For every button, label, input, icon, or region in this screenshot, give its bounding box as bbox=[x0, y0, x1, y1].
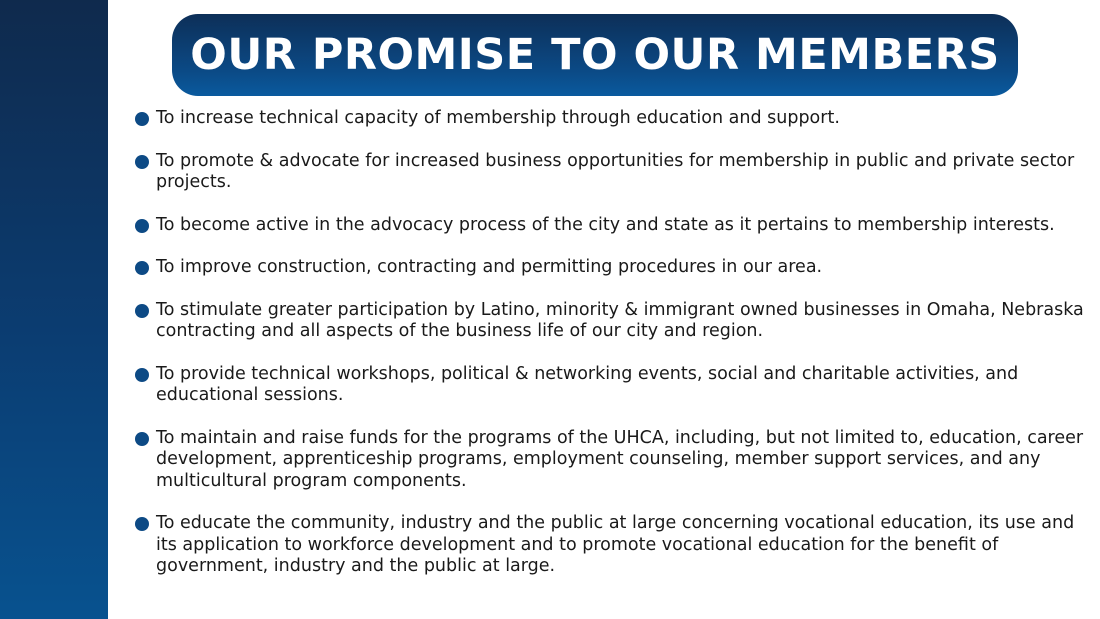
list-item-text: To stimulate greater participation by Latino, minority & immigrant owned businesses in Omaha, Nebraska contracting and all aspects of the business life of our city and region. bbox=[156, 299, 1084, 341]
list-item bbox=[134, 151, 1084, 194]
list-item-text: To improve construction, contracting and permitting procedures in our area. bbox=[156, 257, 823, 277]
title-banner bbox=[172, 14, 1018, 96]
promise-list bbox=[134, 108, 1084, 578]
list-item bbox=[134, 428, 1084, 493]
bullet-icon bbox=[135, 517, 149, 531]
list-item bbox=[134, 215, 1084, 237]
bullet-icon bbox=[135, 432, 149, 446]
bullet-icon bbox=[135, 261, 149, 275]
bullet-icon bbox=[135, 368, 149, 382]
bullet-icon bbox=[135, 219, 149, 233]
bullet-icon bbox=[135, 112, 149, 126]
list-item-text: To educate the community, industry and the public at large concerning vocational education, its use and its application to workforce development and to promote vocational education for the benefit of government, industry and the public at large. bbox=[156, 513, 1075, 576]
list-item-text: To maintain and raise funds for the programs of the UHCA, including, but not limited to, education, career development, apprenticeship programs, employment counseling, member support services, and any multicultural program components. bbox=[156, 427, 1084, 491]
list-item bbox=[134, 513, 1084, 578]
list-item bbox=[134, 257, 1084, 279]
bullet-icon bbox=[135, 155, 149, 169]
list-item-text: To provide technical workshops, political & networking events, social and charitable activities, and educational sessions. bbox=[156, 363, 1019, 405]
list-item-text: To increase technical capacity of membership through education and support. bbox=[156, 108, 840, 128]
list-item-text: To promote & advocate for increased business opportunities for membership in public and private sector projects. bbox=[156, 150, 1075, 192]
page-title: OUR PROMISE TO OUR MEMBERS bbox=[190, 30, 1000, 80]
list-item bbox=[134, 108, 1084, 130]
side-color-bar bbox=[0, 0, 108, 619]
list-item bbox=[134, 364, 1084, 407]
list-item bbox=[134, 300, 1084, 343]
bullet-icon bbox=[135, 304, 149, 318]
list-item-text: To become active in the advocacy process of the city and state as it pertains to membership interests. bbox=[156, 214, 1055, 235]
